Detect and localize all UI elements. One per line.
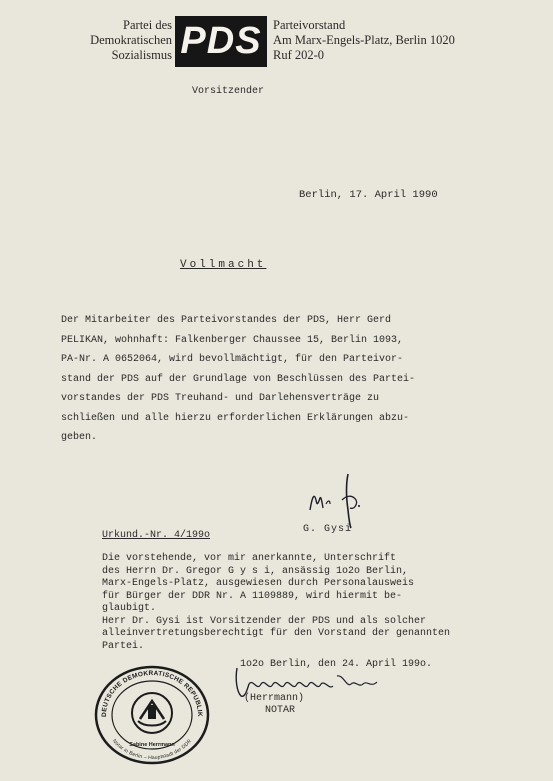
notary-name: (Herrmann): [244, 693, 305, 704]
svg-text:Sabine Herrmann: Sabine Herrmann: [129, 742, 175, 748]
signatory-name: G. Gysi: [303, 524, 353, 535]
office-line: Parteivorstand: [273, 18, 346, 32]
svg-text:Notar in Berlin – Hauptstadt d: Notar in Berlin – Hauptstadt der DDR: [110, 738, 194, 762]
notary-line: Die vorstehende, vor mir anerkannte, Unterschrift: [102, 553, 397, 564]
notary-line: glaubigt.: [102, 603, 157, 614]
notary-line: Partei.: [102, 640, 145, 652]
notary-place-date: 1o2o Berlin, den 24. April 199o.: [240, 659, 433, 670]
notary-title: NOTAR: [265, 705, 296, 716]
authorization-text: [61, 311, 491, 448]
notary-line: alleinvertretungsberechtigt für den Vorstand der genannten: [102, 628, 451, 639]
body-line: PA-Nr. A 0652064, wird bevollmächtigt, für den Parteivor-: [61, 354, 404, 365]
notary-line: Herr Dr. Gysi ist Vorsitzender der PDS und als solcher: [102, 615, 427, 627]
body-line: geben.: [61, 432, 98, 443]
office-line: Ruf 202-0: [273, 48, 325, 62]
party-name-line: Sozialismus: [111, 48, 172, 62]
notary-line: Marx-Engels-Platz, ausgewiesen durch Personalausweis: [102, 578, 415, 589]
body-line: vorstandes der PDS Treuhand- und Darlehensverträge zu: [61, 393, 380, 404]
office-address-block: [273, 18, 503, 63]
letterhead-subtitle: Vorsitzender: [192, 86, 265, 97]
body-line: schließen und alle hierzu erforderlichen Erklärungen abzu-: [61, 412, 410, 424]
certificate-number: Urkund.-Nr. 4/199o: [102, 530, 211, 541]
notary-line: des Herrn Dr. Gregor G y s i, ansässig 1o2o Berlin,: [102, 565, 409, 577]
document-heading: Vollmacht: [180, 259, 267, 271]
date-line: Berlin, 17. April 1990: [299, 189, 438, 201]
party-name-block: [60, 18, 172, 63]
gysi-signature: [308, 470, 378, 530]
party-name-line: Partei des: [123, 18, 172, 32]
notary-line: für Bürger der DDR Nr. A 1109889, wird hiermit be-: [102, 590, 403, 602]
office-line: Am Marx-Engels-Platz, Berlin 1020: [273, 33, 455, 47]
pds-logo: PDS: [175, 16, 267, 67]
body-line: Der Mitarbeiter des Parteivorstandes der PDS, Herr Gerd: [61, 315, 392, 326]
party-name-line: Demokratischen: [90, 33, 172, 47]
body-line: PELIKAN, wohnhaft: Falkenberger Chaussee 15, Berlin 1093,: [61, 334, 404, 346]
notary-seal: [92, 665, 212, 765]
notarization-text: [102, 553, 532, 653]
body-line: stand der PDS auf der Grundlage von Beschlüssen des Partei-: [61, 373, 416, 385]
svg-text:DEUTSCHE DEMOKRATISCHE REPUBLI: DEUTSCHE DEMOKRATISCHE REPUBLIK: [100, 669, 204, 718]
